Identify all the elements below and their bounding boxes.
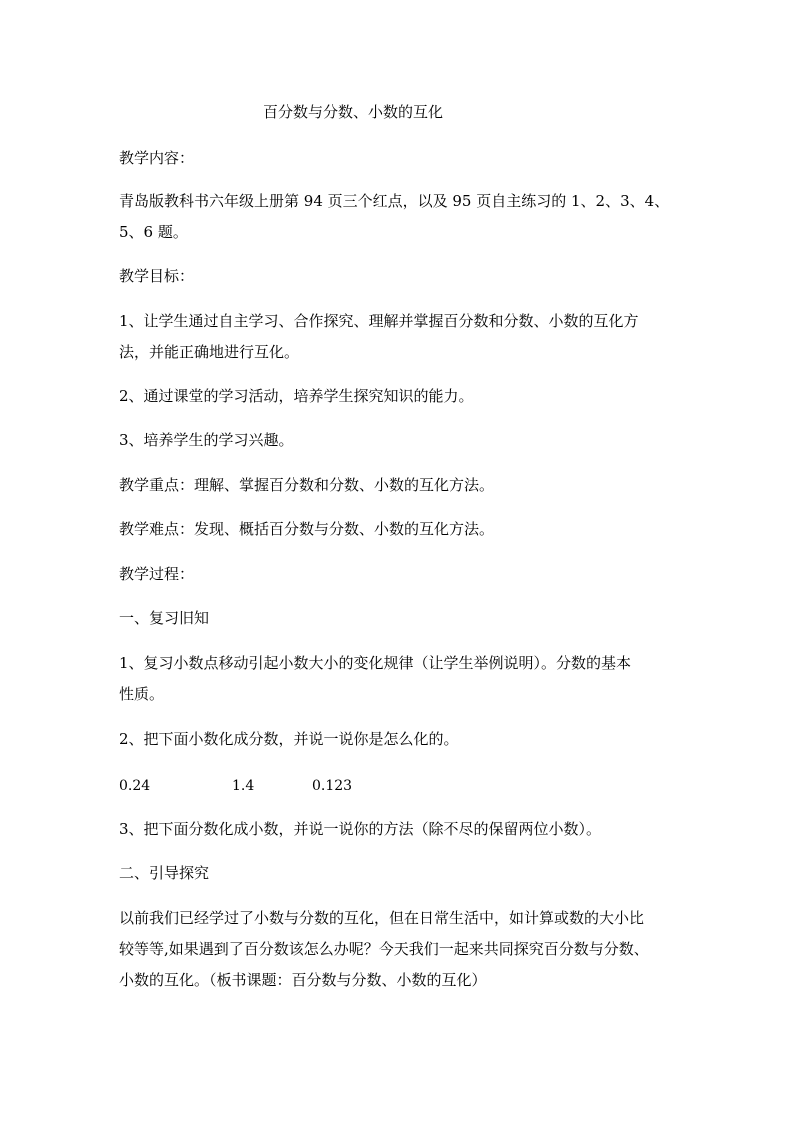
section-2-heading: 二、引导探究 (119, 864, 210, 882)
explore-text-line-1: 以前我们已经学过了小数与分数的互化，但在日常生活中，如计算或数的大小比 (119, 909, 645, 927)
content-heading: 教学内容： (119, 149, 195, 167)
explore-text (119, 903, 685, 996)
content-text (119, 186, 685, 248)
goal-1-line-1: 1、让学生通过自主学习、合作探究、理解并掌握百分数和分数、小数的互化方 (119, 312, 639, 330)
content-text-line-2: 5、6 题。 (119, 223, 188, 241)
review-2: 2、把下面小数化成分数，并说一说你是怎么化的。 (119, 730, 459, 748)
difficult-point: 教学难点：发现、概括百分数与分数、小数的互化方法。 (119, 520, 495, 538)
review-1 (119, 648, 685, 710)
review-1-line-1: 1、复习小数点移动引起小数大小的变化规律（让学生举例说明）。分数的基本 (119, 654, 632, 672)
goal-1 (119, 306, 685, 368)
explore-text-line-2: 较等等,如果遇到了百分数该怎么办呢？今天我们一起来共同探究百分数与分数、 (119, 940, 649, 958)
content-text-line-1: 青岛版教科书六年级上册第 94 页三个红点，以及 95 页自主练习的 1、2、3、4、 (119, 192, 670, 210)
goal-1-line-2: 法，并能正确地进行互化。 (119, 343, 300, 361)
decimal-2: 1.4 (232, 778, 255, 794)
decimal-3: 0.123 (312, 778, 353, 794)
review-1-line-2: 性质。 (119, 685, 165, 703)
review-3: 3、把下面分数化成小数，并说一说你的方法（除不尽的保留两位小数）。 (119, 820, 602, 838)
goal-3: 3、培养学生的学习兴趣。 (119, 431, 294, 449)
goal-2: 2、通过课堂的学习活动，培养学生探究知识的能力。 (119, 387, 474, 405)
key-point: 教学重点：理解、掌握百分数和分数、小数的互化方法。 (119, 476, 495, 494)
process-heading: 教学过程： (119, 565, 195, 583)
explore-text-line-3: 小数的互化。（板书课题：百分数与分数、小数的互化） (119, 971, 487, 989)
section-1-heading: 一、复习旧知 (119, 609, 210, 627)
goals-heading: 教学目标： (119, 267, 195, 285)
document-title: 百分数与分数、小数的互化 (262, 103, 443, 121)
decimal-1: 0.24 (119, 778, 151, 794)
